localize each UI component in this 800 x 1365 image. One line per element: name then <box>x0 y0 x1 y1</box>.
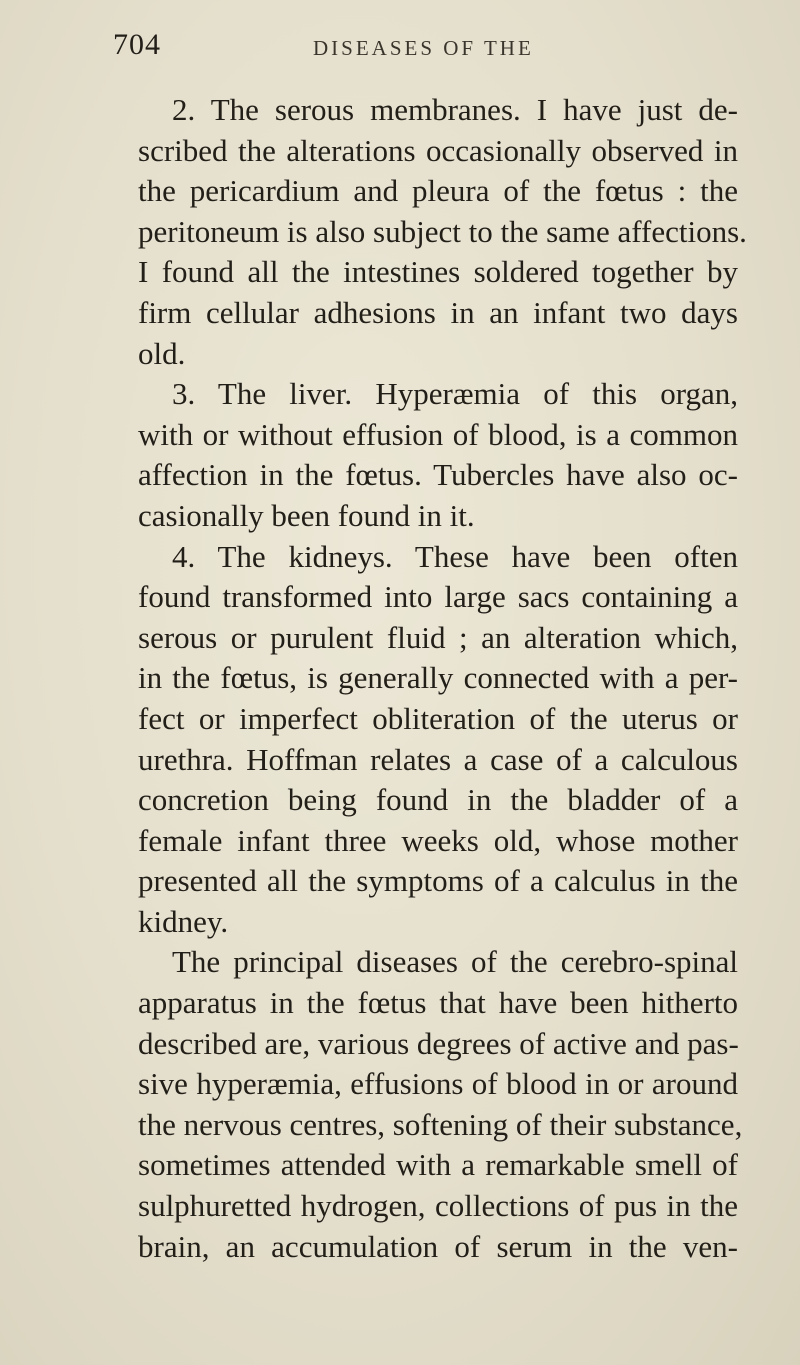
text-line: serous or purulent fluid ; an alteration which, <box>138 619 738 655</box>
text-line: 4. The kidneys. These have been often <box>172 538 738 574</box>
text-line: sulphuretted hydrogen, collections of pus in the <box>138 1188 738 1224</box>
text-line: kidney. <box>138 903 229 939</box>
text-line: with or without effusion of blood, is a common <box>138 416 738 452</box>
text-line: old. <box>138 335 186 371</box>
text-line: urethra. Hoffman relates a case of a calculous <box>138 741 738 777</box>
text-line: brain, an accumulation of serum in the ven- <box>138 1228 738 1264</box>
running-head <box>0 28 800 72</box>
text-line: 2. The serous membranes. I have just de- <box>172 92 738 127</box>
text-line: the pericardium and pleura of the fœtus : the <box>138 173 738 209</box>
running-title: DISEASES OF THE <box>313 36 534 60</box>
text-line: female infant three weeks old, whose mother <box>138 822 738 858</box>
text-line: in the fœtus, is generally connected with a per- <box>138 660 738 696</box>
text-line: scribed the alterations occasionally observed in <box>138 132 738 168</box>
body-text <box>138 90 747 1267</box>
text-line: The principal diseases of the cerebro-spinal <box>172 944 738 980</box>
text-line: found transformed into large sacs containing a <box>138 579 738 615</box>
text-line: casionally been found in it. <box>138 497 475 533</box>
text-line: 3. The liver. Hyperæmia of this organ, <box>172 376 738 412</box>
text-line: peritoneum is also subject to the same affections. <box>138 213 747 249</box>
text-line: the nervous centres, softening of their substance, <box>138 1106 743 1142</box>
text-line: I found all the intestines soldered together by <box>138 254 738 290</box>
text-line: sive hyperæmia, effusions of blood in or around <box>138 1066 738 1102</box>
text-line: concretion being found in the bladder of a <box>138 782 738 818</box>
text-line: affection in the fœtus. Tubercles have also oc- <box>138 457 738 493</box>
text-line: presented all the symptoms of a calculus in the <box>138 863 738 899</box>
text-line: apparatus in the fœtus that have been hitherto <box>138 985 738 1021</box>
text-line: sometimes attended with a remarkable smell of <box>138 1147 738 1183</box>
page-number: 704 <box>113 28 161 61</box>
text-line: described are, various degrees of active and pas- <box>138 1025 739 1061</box>
text-line: fect or imperfect obliteration of the uterus or <box>138 700 738 736</box>
text-line: firm cellular adhesions in an infant two days <box>138 294 738 330</box>
